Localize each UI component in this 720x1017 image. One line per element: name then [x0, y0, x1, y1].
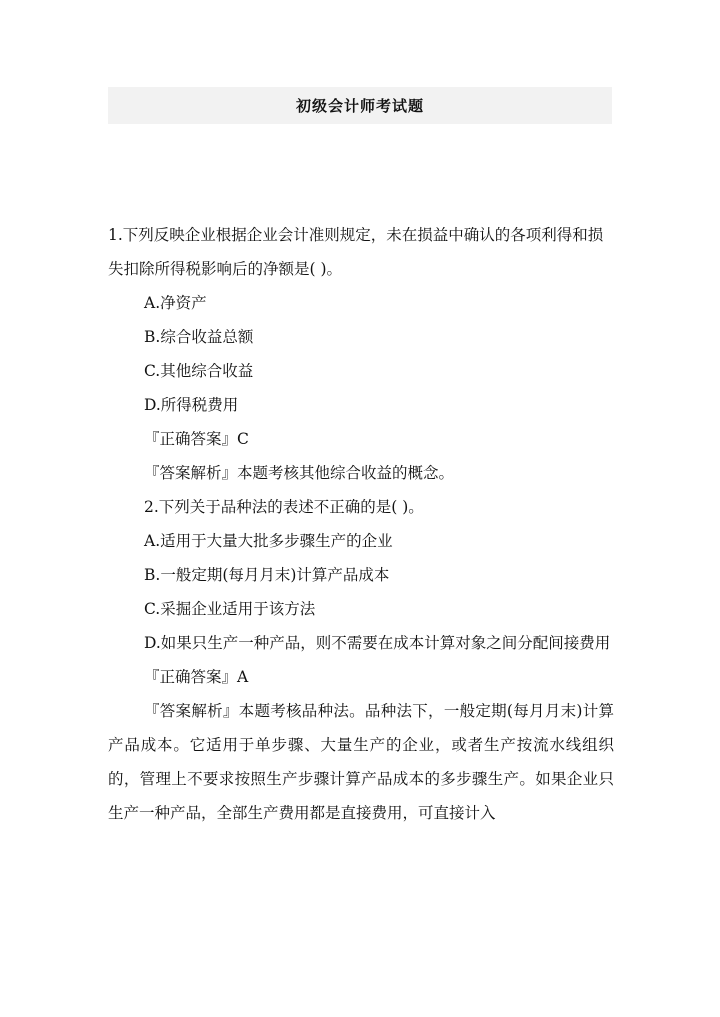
question-2-option-a: A.适用于大量大批多步骤生产的企业 — [144, 532, 393, 550]
question-1-option-b: B.综合收益总额 — [144, 328, 254, 346]
question-2-option-d: D.如果只生产一种产品，则不需要在成本计算对象之间分配间接费用 — [144, 634, 611, 652]
title-banner — [108, 87, 612, 124]
question-1-option-c: C.其他综合收益 — [144, 362, 254, 380]
question-1-option-a: A.净资产 — [144, 294, 207, 312]
question-1-stem: 1.下列反映企业根据企业会计准则规定，未在损益中确认的各项利得和损失扣除所得税影响后的净额是( )。 — [108, 226, 604, 278]
question-2-answer: 『正确答案』A — [144, 668, 249, 686]
question-2-analysis: 『答案解析』本题考核品种法。品种法下，一般定期(每月月末)计算产品成本。它适用于单步骤、大量生产的企业，或者生产按流水线组织的，管理上不要求按照生产步骤计算产品成本的多步骤生产。如果企业只生产一种产品，全部生产费用都是直接费用，可直接计入 — [108, 702, 614, 822]
question-2-stem: 2.下列关于品种法的表述不正确的是( )。 — [144, 498, 424, 516]
question-1-answer: 『正确答案』C — [144, 430, 249, 448]
question-1-option-d: D.所得税费用 — [144, 396, 239, 414]
question-2-option-b: B.一般定期(每月月末)计算产品成本 — [144, 566, 390, 584]
question-1-analysis: 『答案解析』本题考核其他综合收益的概念。 — [144, 464, 455, 482]
question-2-option-c: C.采掘企业适用于该方法 — [144, 600, 316, 618]
document-title: 初级会计师考试题 — [295, 97, 424, 115]
document-body — [108, 218, 614, 830]
